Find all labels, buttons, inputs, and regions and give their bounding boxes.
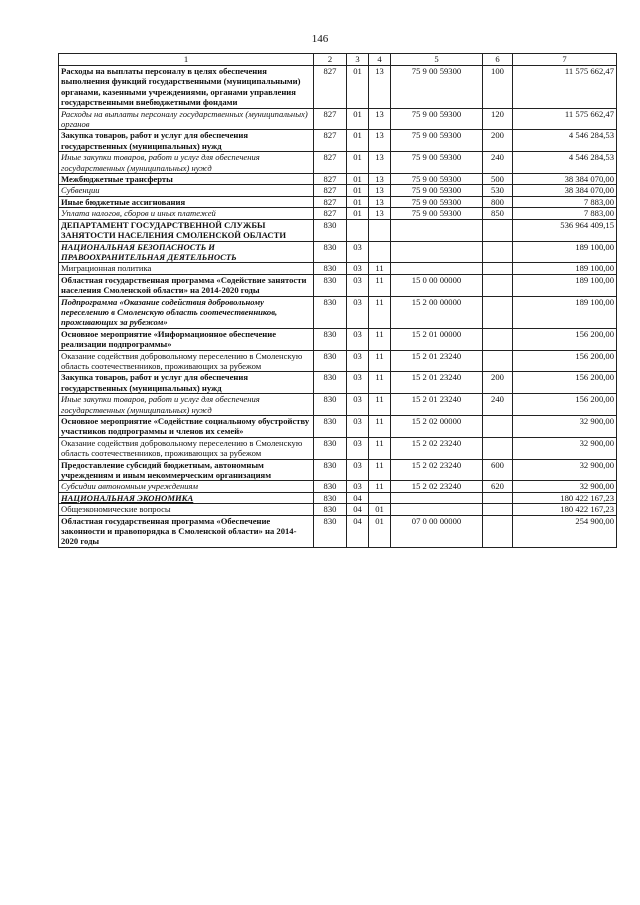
row-name: Закупка товаров, работ и услуг для обеспечения государственных (муниципальных) нужд — [59, 372, 314, 394]
row-section: 01 — [347, 208, 369, 219]
row-subsection — [369, 219, 391, 241]
table-row — [59, 459, 617, 481]
row-expense-type — [483, 416, 513, 438]
row-amount: 4 546 284,53 — [513, 152, 617, 174]
row-expense-type: 850 — [483, 208, 513, 219]
row-target-article: 75 9 00 59300 — [391, 66, 483, 109]
row-expense-type: 100 — [483, 66, 513, 109]
header-col-1: 1 — [59, 54, 314, 66]
row-amount: 32 900,00 — [513, 437, 617, 459]
row-amount: 11 575 662,47 — [513, 108, 617, 130]
table-row — [59, 108, 617, 130]
row-subsection: 11 — [369, 263, 391, 274]
row-admin-code: 830 — [314, 481, 347, 492]
row-section: 01 — [347, 130, 369, 152]
page-number: 146 — [311, 33, 329, 45]
row-section: 04 — [347, 492, 369, 503]
table-row — [59, 437, 617, 459]
row-target-article: 15 2 02 23240 — [391, 481, 483, 492]
budget-table — [58, 53, 617, 548]
row-section: 01 — [347, 185, 369, 196]
row-section: 03 — [347, 350, 369, 372]
row-subsection: 13 — [369, 208, 391, 219]
row-name: Подпрограмма «Оказание содействия добровольному переселению в Смоленскую область соотечественников, проживающих за рубежом» — [59, 296, 314, 328]
table-row — [59, 394, 617, 416]
table-row — [59, 152, 617, 174]
row-admin-code: 827 — [314, 185, 347, 196]
row-admin-code: 827 — [314, 208, 347, 219]
row-subsection: 13 — [369, 66, 391, 109]
table-row — [59, 492, 617, 503]
row-expense-type: 800 — [483, 196, 513, 207]
row-amount: 189 100,00 — [513, 263, 617, 274]
header-col-5: 5 — [391, 54, 483, 66]
row-name: НАЦИОНАЛЬНАЯ ЭКОНОМИКА — [59, 492, 314, 503]
row-amount: 11 575 662,47 — [513, 66, 617, 109]
row-admin-code: 830 — [314, 241, 347, 263]
row-subsection: 11 — [369, 437, 391, 459]
row-admin-code: 830 — [314, 504, 347, 515]
row-name: Закупка товаров, работ и услуг для обеспечения государственных (муниципальных) нужд — [59, 130, 314, 152]
row-amount: 189 100,00 — [513, 241, 617, 263]
row-section: 03 — [347, 437, 369, 459]
table-row — [59, 328, 617, 350]
row-section: 01 — [347, 196, 369, 207]
row-subsection: 13 — [369, 174, 391, 185]
row-target-article — [391, 504, 483, 515]
row-expense-type — [483, 504, 513, 515]
row-expense-type — [483, 263, 513, 274]
row-name: ДЕПАРТАМЕНТ ГОСУДАРСТВЕННОЙ СЛУЖБЫ ЗАНЯТОСТИ НАСЕЛЕНИЯ СМОЛЕНСКОЙ ОБЛАСТИ — [59, 219, 314, 241]
table-row — [59, 274, 617, 296]
row-expense-type — [483, 437, 513, 459]
table-row — [59, 208, 617, 219]
row-admin-code: 827 — [314, 130, 347, 152]
row-admin-code: 830 — [314, 492, 347, 503]
row-target-article: 15 0 00 00000 — [391, 274, 483, 296]
row-admin-code: 830 — [314, 416, 347, 438]
row-target-article: 75 9 00 59300 — [391, 185, 483, 196]
row-section: 01 — [347, 108, 369, 130]
row-amount: 7 883,00 — [513, 208, 617, 219]
row-name: Основное мероприятие «Информационное обеспечение реализации подпрограммы» — [59, 328, 314, 350]
row-subsection — [369, 492, 391, 503]
row-section: 01 — [347, 174, 369, 185]
row-subsection: 11 — [369, 328, 391, 350]
row-admin-code: 827 — [314, 108, 347, 130]
row-target-article — [391, 219, 483, 241]
header-col-7: 7 — [513, 54, 617, 66]
row-admin-code: 827 — [314, 196, 347, 207]
header-col-3: 3 — [347, 54, 369, 66]
row-expense-type — [483, 515, 513, 547]
row-expense-type: 620 — [483, 481, 513, 492]
row-target-article: 15 2 02 00000 — [391, 416, 483, 438]
row-admin-code: 830 — [314, 515, 347, 547]
row-expense-type: 200 — [483, 130, 513, 152]
row-admin-code: 830 — [314, 219, 347, 241]
row-amount: 156 200,00 — [513, 394, 617, 416]
row-section: 03 — [347, 241, 369, 263]
row-admin-code: 830 — [314, 274, 347, 296]
row-admin-code: 830 — [314, 296, 347, 328]
row-target-article: 75 9 00 59300 — [391, 108, 483, 130]
row-target-article: 15 2 02 23240 — [391, 459, 483, 481]
row-expense-type — [483, 328, 513, 350]
row-subsection: 11 — [369, 372, 391, 394]
table-row — [59, 174, 617, 185]
row-subsection: 13 — [369, 196, 391, 207]
row-target-article: 07 0 00 00000 — [391, 515, 483, 547]
row-expense-type: 240 — [483, 152, 513, 174]
row-target-article — [391, 241, 483, 263]
row-name: Областная государственная программа «Обеспечение законности и правопорядка в Смоленской области» на 2014-2020 годы — [59, 515, 314, 547]
row-subsection: 11 — [369, 350, 391, 372]
row-amount: 189 100,00 — [513, 296, 617, 328]
table-row — [59, 263, 617, 274]
table-header-row — [59, 54, 617, 66]
table-row — [59, 372, 617, 394]
row-amount: 536 964 409,15 — [513, 219, 617, 241]
row-amount: 156 200,00 — [513, 350, 617, 372]
table-body — [59, 66, 617, 548]
header-col-6: 6 — [483, 54, 513, 66]
table-row — [59, 350, 617, 372]
row-target-article: 15 2 02 23240 — [391, 437, 483, 459]
row-amount: 32 900,00 — [513, 416, 617, 438]
row-name: НАЦИОНАЛЬНАЯ БЕЗОПАСНОСТЬ И ПРАВООХРАНИТЕЛЬНАЯ ДЕЯТЕЛЬНОСТЬ — [59, 241, 314, 263]
row-expense-type — [483, 274, 513, 296]
row-target-article: 75 9 00 59300 — [391, 208, 483, 219]
row-target-article: 75 9 00 59300 — [391, 152, 483, 174]
row-name: Иные бюджетные ассигнования — [59, 196, 314, 207]
row-target-article: 15 2 01 23240 — [391, 372, 483, 394]
header-col-4: 4 — [369, 54, 391, 66]
table-row — [59, 219, 617, 241]
row-name: Субсидии автономным учреждениям — [59, 481, 314, 492]
row-subsection: 11 — [369, 296, 391, 328]
row-name: Основное мероприятие «Содействие социальному обустройству участников подпрограммы и членов их семей» — [59, 416, 314, 438]
row-amount: 38 384 070,00 — [513, 185, 617, 196]
row-admin-code: 830 — [314, 459, 347, 481]
row-amount: 38 384 070,00 — [513, 174, 617, 185]
row-name: Оказание содействия добровольному переселению в Смоленскую область соотечественников, проживающих за рубежом — [59, 350, 314, 372]
row-admin-code: 830 — [314, 437, 347, 459]
row-expense-type — [483, 350, 513, 372]
row-name: Областная государственная программа «Содействие занятости населения Смоленской области» на 2014-2020 годы — [59, 274, 314, 296]
row-amount: 4 546 284,53 — [513, 130, 617, 152]
row-admin-code: 830 — [314, 372, 347, 394]
row-expense-type — [483, 219, 513, 241]
row-target-article: 15 2 01 23240 — [391, 350, 483, 372]
row-subsection — [369, 241, 391, 263]
row-name: Миграционная политика — [59, 263, 314, 274]
row-amount: 180 422 167,23 — [513, 504, 617, 515]
row-name: Иные закупки товаров, работ и услуг для обеспечения государственных (муниципальных) нужд — [59, 394, 314, 416]
table-row — [59, 515, 617, 547]
row-name: Оказание содействия добровольному переселению в Смоленскую область соотечественников, проживающих за рубежом — [59, 437, 314, 459]
row-amount: 180 422 167,23 — [513, 492, 617, 503]
row-admin-code: 830 — [314, 394, 347, 416]
row-amount: 32 900,00 — [513, 459, 617, 481]
row-subsection: 11 — [369, 416, 391, 438]
row-section: 03 — [347, 459, 369, 481]
row-admin-code: 827 — [314, 152, 347, 174]
row-subsection: 11 — [369, 481, 391, 492]
row-section: 04 — [347, 515, 369, 547]
row-section: 03 — [347, 481, 369, 492]
row-subsection: 11 — [369, 459, 391, 481]
table-row — [59, 296, 617, 328]
row-section: 03 — [347, 263, 369, 274]
row-section: 03 — [347, 296, 369, 328]
row-admin-code: 830 — [314, 328, 347, 350]
row-subsection: 01 — [369, 515, 391, 547]
row-admin-code: 830 — [314, 263, 347, 274]
row-subsection: 13 — [369, 108, 391, 130]
row-section: 01 — [347, 66, 369, 109]
row-section: 04 — [347, 504, 369, 515]
row-target-article: 15 2 01 00000 — [391, 328, 483, 350]
row-target-article — [391, 492, 483, 503]
row-expense-type: 600 — [483, 459, 513, 481]
row-subsection: 11 — [369, 274, 391, 296]
row-admin-code: 827 — [314, 66, 347, 109]
row-section: 03 — [347, 372, 369, 394]
row-admin-code: 827 — [314, 174, 347, 185]
row-name: Предоставление субсидий бюджетным, автономным учреждениям и иным некоммерческим организациям — [59, 459, 314, 481]
row-name: Расходы на выплаты персоналу государственных (муниципальных) органов — [59, 108, 314, 130]
row-expense-type — [483, 296, 513, 328]
row-target-article — [391, 263, 483, 274]
row-amount: 156 200,00 — [513, 328, 617, 350]
row-expense-type — [483, 241, 513, 263]
table-row — [59, 241, 617, 263]
row-amount: 32 900,00 — [513, 481, 617, 492]
row-amount: 189 100,00 — [513, 274, 617, 296]
table-row — [59, 416, 617, 438]
row-section: 03 — [347, 328, 369, 350]
row-section: 03 — [347, 416, 369, 438]
table-row — [59, 196, 617, 207]
row-amount: 156 200,00 — [513, 372, 617, 394]
header-col-2: 2 — [314, 54, 347, 66]
row-section: 03 — [347, 394, 369, 416]
row-target-article: 75 9 00 59300 — [391, 174, 483, 185]
row-subsection: 13 — [369, 152, 391, 174]
row-target-article: 75 9 00 59300 — [391, 130, 483, 152]
row-name: Субвенции — [59, 185, 314, 196]
row-subsection: 13 — [369, 185, 391, 196]
row-expense-type — [483, 492, 513, 503]
row-name: Межбюджетные трансферты — [59, 174, 314, 185]
row-expense-type: 240 — [483, 394, 513, 416]
row-expense-type: 500 — [483, 174, 513, 185]
row-target-article: 75 9 00 59300 — [391, 196, 483, 207]
row-section: 01 — [347, 152, 369, 174]
table-row — [59, 481, 617, 492]
table-row — [59, 130, 617, 152]
table-row — [59, 185, 617, 196]
table-row — [59, 504, 617, 515]
row-name: Иные закупки товаров, работ и услуг для обеспечения государственных (муниципальных) нужд — [59, 152, 314, 174]
row-name: Расходы на выплаты персоналу в целях обеспечения выполнения функций государственными (муниципальными) органами, казенными учреждениями, органами управления государственными внебюджетными фондами — [59, 66, 314, 109]
row-amount: 7 883,00 — [513, 196, 617, 207]
row-expense-type: 200 — [483, 372, 513, 394]
row-expense-type: 120 — [483, 108, 513, 130]
row-section — [347, 219, 369, 241]
table-row — [59, 66, 617, 109]
row-subsection: 11 — [369, 394, 391, 416]
row-target-article: 15 2 00 00000 — [391, 296, 483, 328]
row-subsection: 13 — [369, 130, 391, 152]
row-amount: 254 900,00 — [513, 515, 617, 547]
row-admin-code: 830 — [314, 350, 347, 372]
row-subsection: 01 — [369, 504, 391, 515]
row-name: Уплата налогов, сборов и иных платежей — [59, 208, 314, 219]
row-expense-type: 530 — [483, 185, 513, 196]
row-name: Общеэкономические вопросы — [59, 504, 314, 515]
row-section: 03 — [347, 274, 369, 296]
row-target-article: 15 2 01 23240 — [391, 394, 483, 416]
